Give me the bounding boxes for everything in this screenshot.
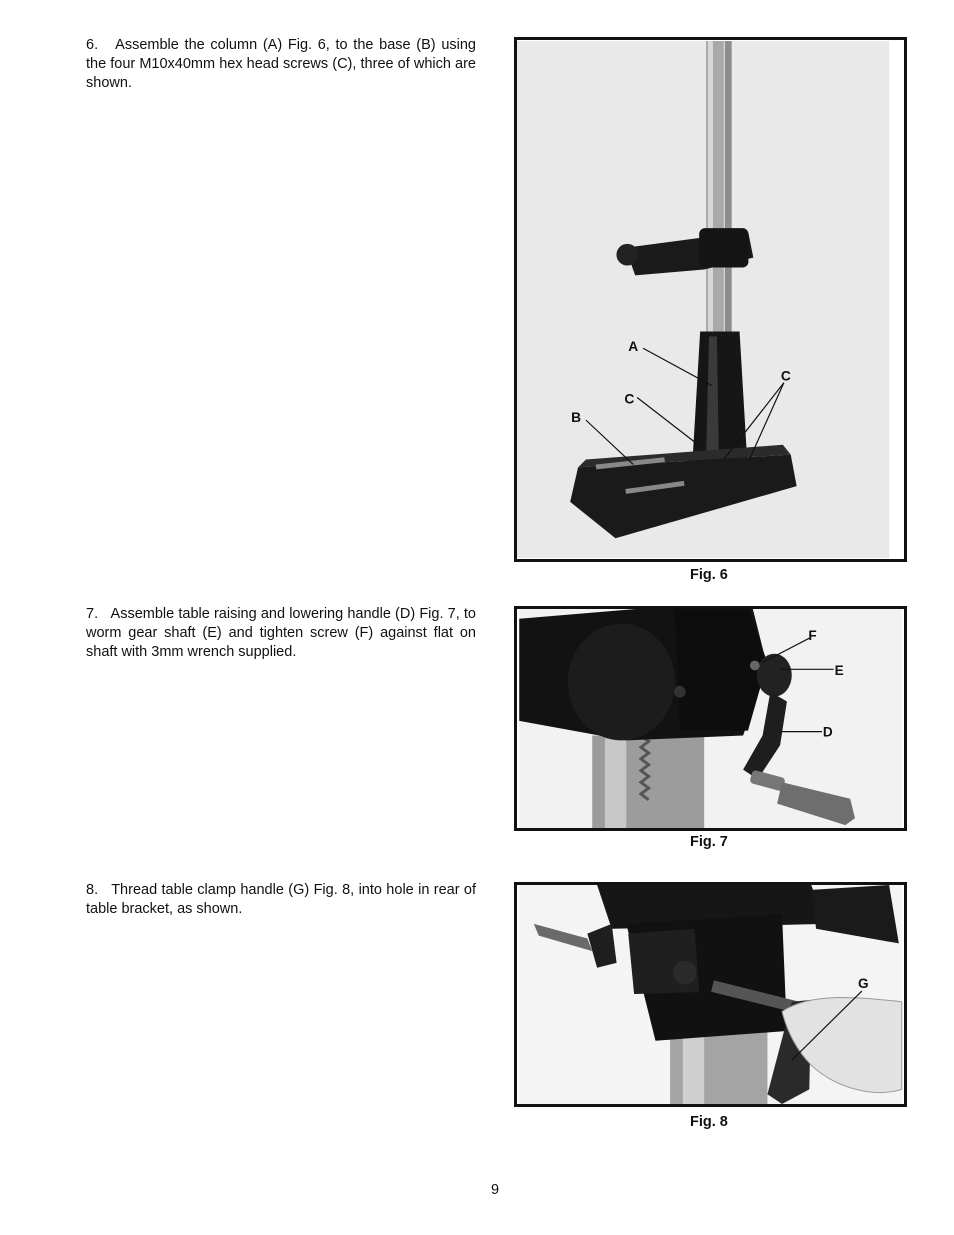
step-7-text: 7. Assemble table raising and lowering handle (D) Fig. 7, to worm gear shaft (E) and tighten screw (F) against flat on shaft with 3mm wrench supplied. [86, 606, 476, 660]
label-c-left: C [624, 391, 635, 407]
figure-8-clamp-handle [517, 885, 904, 1104]
label-a: A [628, 339, 639, 355]
label-e: E [834, 663, 844, 679]
figure-8-caption: Fig. 8 [690, 1114, 728, 1130]
figure-6 [514, 37, 907, 562]
label-d: D [822, 724, 833, 740]
figure-7-caption: Fig. 7 [690, 834, 728, 850]
figure-8 [514, 882, 907, 1107]
label-f: F [808, 628, 817, 644]
label-c-right: C [780, 368, 791, 384]
figure-7 [514, 606, 907, 831]
label-b: B [571, 410, 582, 426]
step-8-text: 8. Thread table clamp handle (G) Fig. 8, into hole in rear of table bracket, as shown. [86, 882, 476, 917]
page-number: 9 [491, 1182, 500, 1198]
figure-7-handle-assembly [517, 609, 904, 828]
step-6-text: 6. Assemble the column (A) Fig. 6, to the base (B) using the four M10x40mm hex head screws (C), three of which are shown. [86, 37, 476, 91]
figure-6-caption: Fig. 6 [690, 567, 728, 583]
figure-6-drill-press-column-base [517, 40, 904, 559]
label-g: G [857, 976, 869, 992]
